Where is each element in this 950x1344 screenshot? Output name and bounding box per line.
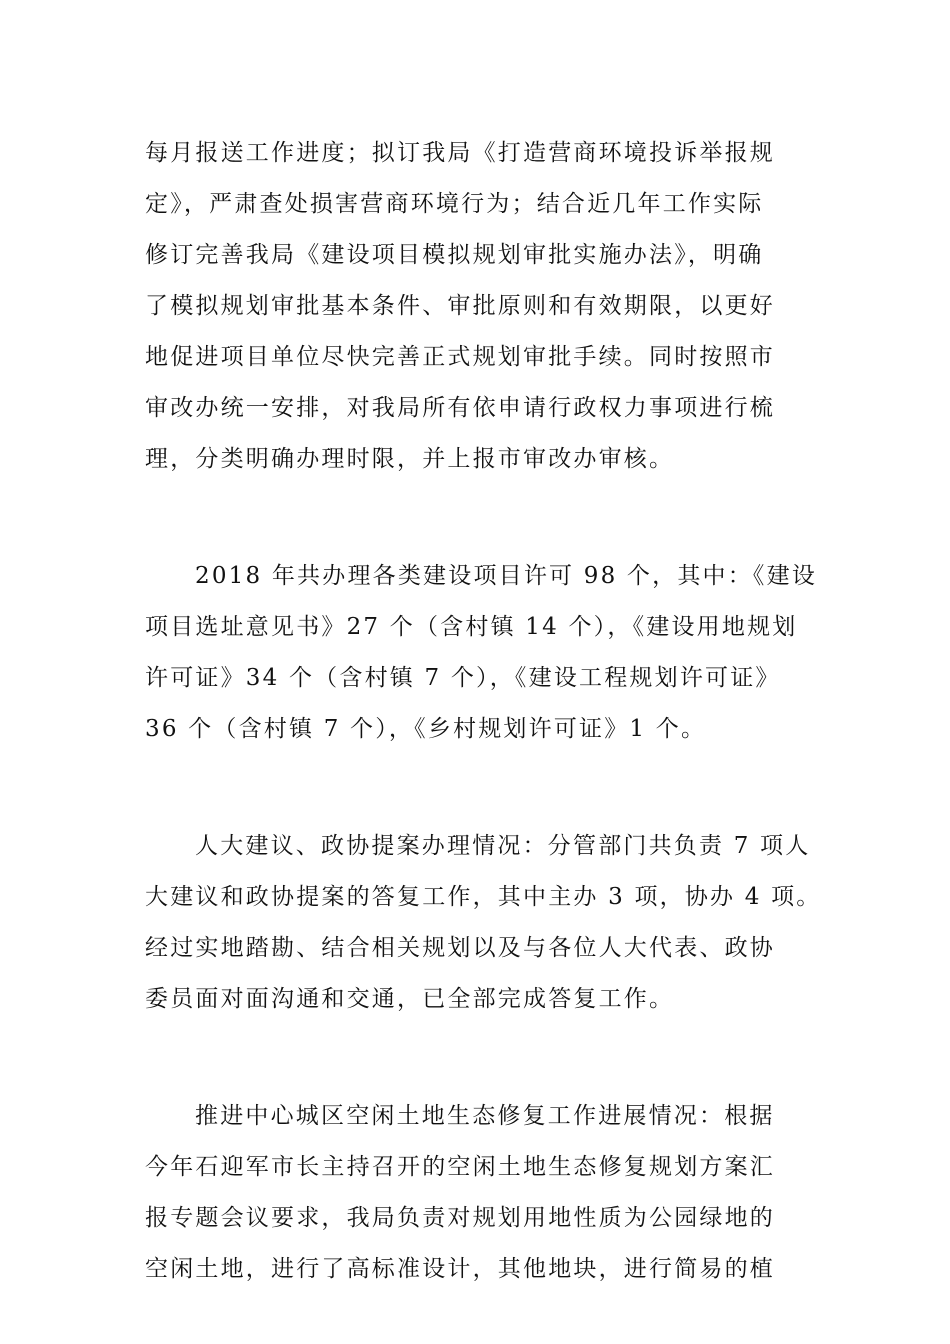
- paragraph-review-procedures: [145, 128, 805, 485]
- paragraph-spacer: [145, 485, 805, 551]
- text-line: 修订完善我局《建设项目模拟规划审批实施办法》，明确: [145, 242, 764, 268]
- text-line: 地促进项目单位尽快完善正式规划审批手续。同时按照市: [145, 344, 775, 370]
- text-line: 空闲土地，进行了高标准设计，其他地块，进行简易的植: [145, 1256, 775, 1282]
- text-line: 大建议和政协提案的答复工作，其中主办 3 项，协办 4 项。: [145, 884, 822, 910]
- paragraph-permits-2018: [145, 551, 818, 755]
- paragraph-spacer: [145, 755, 805, 821]
- paragraph-ecological-restoration: [145, 1091, 805, 1295]
- text-line: 审改办统一安排，对我局所有依申请行政权力事项进行梳: [145, 395, 775, 421]
- paragraph-spacer: [145, 1025, 805, 1091]
- text-line: 人大建议、政协提案办理情况：分管部门共负责 7 项人: [195, 833, 811, 859]
- text-line: 经过实地踏勘、结合相关规划以及与各位人大代表、政协: [145, 935, 775, 961]
- text-line: 项目选址意见书》27 个（含村镇 14 个），《建设用地规划: [145, 614, 798, 640]
- text-line: 许可证》34 个（含村镇 7 个），《建设工程规划许可证》: [145, 665, 781, 691]
- text-line: 定》，严肃查处损害营商环境行为；结合近几年工作实际: [145, 191, 764, 217]
- text-line: 委员面对面沟通和交通，已全部完成答复工作。: [145, 986, 675, 1012]
- text-line: 2018 年共办理各类建设项目许可 98 个，其中：《建设: [195, 563, 818, 589]
- paragraph-proposals-handling: [145, 821, 822, 1025]
- text-line: 了模拟规划审批基本条件、审批原则和有效期限，以更好: [145, 293, 775, 319]
- text-line: 推进中心城区空闲土地生态修复工作进展情况：根据: [195, 1103, 775, 1129]
- text-line: 每月报送工作进度；拟订我局《打造营商环境投诉举报规: [145, 140, 775, 166]
- text-line: 36 个（含村镇 7 个），《乡村规划许可证》1 个。: [145, 716, 707, 742]
- text-line: 今年石迎军市长主持召开的空闲土地生态修复规划方案汇: [145, 1154, 775, 1180]
- text-line: 报专题会议要求，我局负责对规划用地性质为公园绿地的: [145, 1205, 775, 1231]
- document-body: [145, 128, 822, 1295]
- text-line: 理，分类明确办理时限，并上报市审改办审核。: [145, 446, 675, 472]
